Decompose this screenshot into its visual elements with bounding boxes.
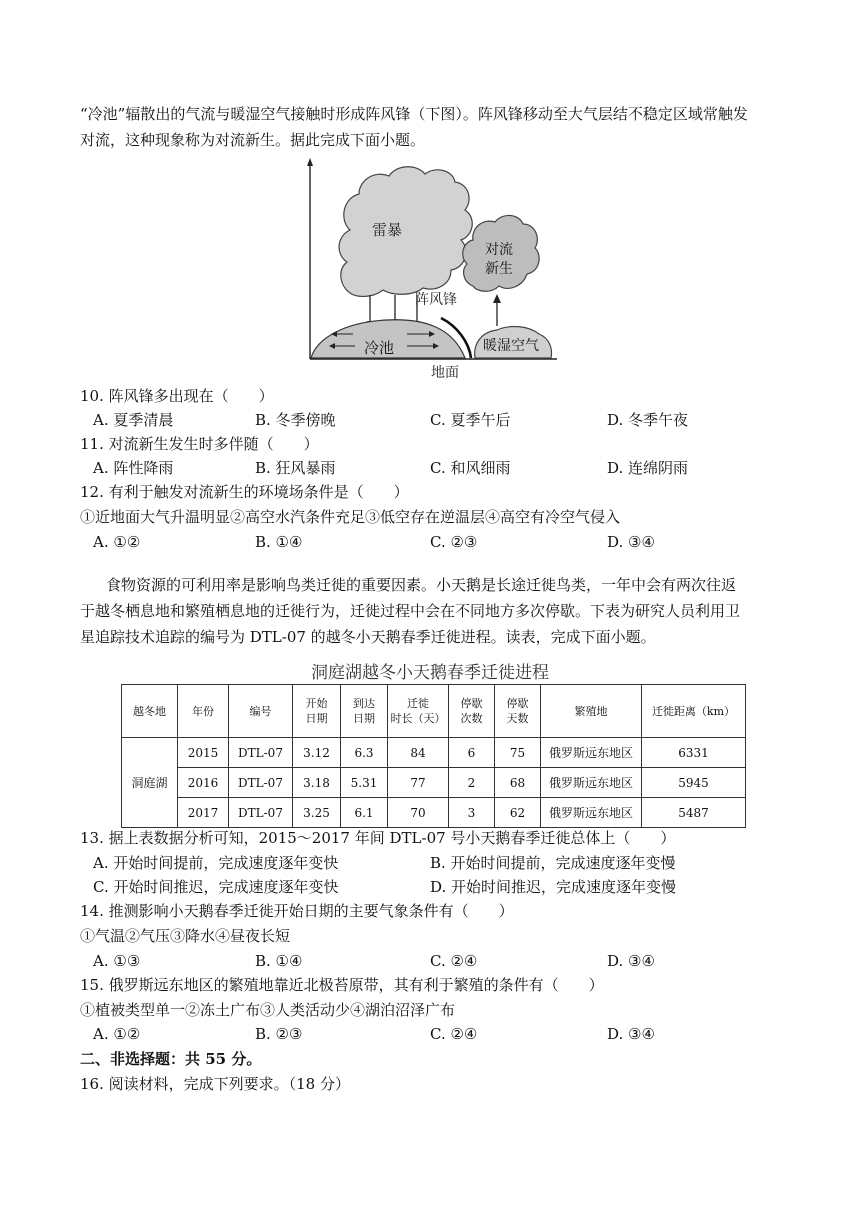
intro-line-1: “冷池”辐散出的气流与暖湿空气接触时形成阵风锋（下图）。阵风锋移动至大气层结不稳定区域常触发 bbox=[80, 105, 748, 123]
table-cell: DTL-07 bbox=[229, 768, 293, 798]
q10-option-d: D. 冬季午夜 bbox=[607, 411, 689, 429]
table-cell: 3.18 bbox=[293, 768, 341, 798]
new-convection-label-1: 对流 bbox=[485, 242, 513, 258]
q12-option-c: C. ②③ bbox=[430, 533, 478, 551]
q15-stem: 15. 俄罗斯远东地区的繁殖地靠近北极苔原带，其有利于繁殖的条件有（ ） bbox=[80, 976, 604, 994]
q15-option-b: B. ②③ bbox=[255, 1025, 303, 1043]
table-row bbox=[122, 738, 746, 768]
table-cell: 3.25 bbox=[293, 798, 341, 828]
q10-option-c: C. 夏季午后 bbox=[430, 411, 511, 429]
table-cell-wintering-site: 洞庭湖 bbox=[122, 738, 178, 828]
table-cell: 6.1 bbox=[341, 798, 388, 828]
table-cell: 6.3 bbox=[341, 738, 388, 768]
table-cell: 2 bbox=[449, 768, 495, 798]
q13-option-a: A. 开始时间提前，完成速度逐年变快 bbox=[93, 854, 339, 872]
gust-front-diagram bbox=[295, 158, 565, 384]
table-cell: 68 bbox=[495, 768, 541, 798]
table-cell: 俄罗斯远东地区 bbox=[541, 738, 642, 768]
q12-option-a: A. ①② bbox=[93, 533, 141, 551]
table-cell: 70 bbox=[388, 798, 449, 828]
q10-option-b: B. 冬季傍晚 bbox=[255, 411, 336, 429]
table-header: 编号 bbox=[229, 685, 293, 738]
table-cell: 俄罗斯远东地区 bbox=[541, 768, 642, 798]
q11-option-b: B. 狂风暴雨 bbox=[255, 459, 336, 477]
table-cell: 62 bbox=[495, 798, 541, 828]
passage2-line-2: 于越冬栖息地和繁殖栖息地的迁徙行为，迁徙过程中会在不同地方多次停歇。下表为研究人员利用卫 bbox=[80, 602, 741, 620]
table-cell: 5487 bbox=[642, 798, 746, 828]
table-cell: 2016 bbox=[178, 768, 229, 798]
q14-stem: 14. 推测影响小天鹅春季迁徙开始日期的主要气象条件有（ ） bbox=[80, 902, 514, 920]
table-header: 繁殖地 bbox=[541, 685, 642, 738]
table-cell: 6331 bbox=[642, 738, 746, 768]
table-header: 年份 bbox=[178, 685, 229, 738]
q15-option-c: C. ②④ bbox=[430, 1025, 478, 1043]
q14-items: ①气温②气压③降水④昼夜长短 bbox=[80, 927, 291, 945]
q14-option-a: A. ①③ bbox=[93, 952, 141, 970]
q13-option-d: D. 开始时间推迟，完成速度逐年变慢 bbox=[430, 878, 677, 896]
cold-pool-label: 冷池 bbox=[363, 339, 395, 357]
table-cell: 5945 bbox=[642, 768, 746, 798]
table-cell: 2015 bbox=[178, 738, 229, 768]
q11-option-d: D. 连绵阴雨 bbox=[607, 459, 689, 477]
q11-option-c: C. 和风细雨 bbox=[430, 459, 511, 477]
table-header-row bbox=[122, 685, 746, 738]
thunderstorm-label: 雷暴 bbox=[371, 221, 403, 239]
q12-option-b: B. ①④ bbox=[255, 533, 303, 551]
table-row bbox=[122, 768, 746, 798]
table-header: 到达 日期 bbox=[341, 685, 388, 738]
q15-option-a: A. ①② bbox=[93, 1025, 141, 1043]
q12-items: ①近地面大气升温明显②高空水汽条件充足③低空存在逆温层④高空有冷空气侵入 bbox=[80, 508, 621, 526]
q14-option-d: D. ③④ bbox=[607, 952, 655, 970]
gust-front-label: 阵风锋 bbox=[415, 292, 457, 308]
q15-items: ①植被类型单一②冻土广布③人类活动少④湖泊沼泽广布 bbox=[80, 1001, 456, 1019]
table-cell: 84 bbox=[388, 738, 449, 768]
table-row bbox=[122, 798, 746, 828]
passage2-line-3: 星追踪技术追踪的编号为 DTL-07 的越冬小天鹅春季迁徙进程。读表，完成下面小题。 bbox=[80, 628, 656, 646]
q10-stem: 10. 阵风锋多出现在（ ） bbox=[80, 387, 274, 405]
table-header: 停歇 次数 bbox=[449, 685, 495, 738]
table-cell: 3 bbox=[449, 798, 495, 828]
table-cell: 75 bbox=[495, 738, 541, 768]
migration-table bbox=[121, 684, 746, 828]
passage2-line-1: 食物资源的可利用率是影响鸟类迁徙的重要因素。小天鹅是长途迁徙鸟类，一年中会有两次往返 bbox=[106, 576, 737, 594]
q10-option-a: A. 夏季清晨 bbox=[93, 411, 174, 429]
table-cell: 5.31 bbox=[341, 768, 388, 798]
thunderstorm-cloud bbox=[339, 167, 472, 297]
table-header: 迁徙距离（km） bbox=[642, 685, 746, 738]
q16-stem: 16. 阅读材料，完成下列要求。（18 分） bbox=[80, 1075, 350, 1093]
table-cell: 2017 bbox=[178, 798, 229, 828]
table-cell: 俄罗斯远东地区 bbox=[541, 798, 642, 828]
q12-stem: 12. 有利于触发对流新生的环境场条件是（ ） bbox=[80, 483, 409, 501]
warm-air-label: 暖湿空气 bbox=[483, 338, 539, 354]
table-header: 停歇 天数 bbox=[495, 685, 541, 738]
table-cell: 3.12 bbox=[293, 738, 341, 768]
q13-stem: 13. 据上表数据分析可知，2015～2017 年间 DTL-07 号小天鹅春季迁徙总体上（ ） bbox=[80, 829, 676, 847]
new-convection-label-2: 新生 bbox=[485, 261, 513, 277]
table-header: 迁徙 时长（天） bbox=[388, 685, 449, 738]
q15-option-d: D. ③④ bbox=[607, 1025, 655, 1043]
q13-option-b: B. 开始时间提前，完成速度逐年变慢 bbox=[430, 854, 676, 872]
intro-line-2: 对流，这种现象称为对流新生。据此完成下面小题。 bbox=[80, 131, 426, 149]
q14-option-b: B. ①④ bbox=[255, 952, 303, 970]
table-cell: 77 bbox=[388, 768, 449, 798]
ground-label: 地面 bbox=[431, 365, 459, 381]
q11-option-a: A. 阵性降雨 bbox=[93, 459, 174, 477]
table-header: 越冬地 bbox=[122, 685, 178, 738]
q11-stem: 11. 对流新生发生时多伴随（ ） bbox=[80, 435, 319, 453]
q14-option-c: C. ②④ bbox=[430, 952, 478, 970]
table-cell: 6 bbox=[449, 738, 495, 768]
table-header: 开始 日期 bbox=[293, 685, 341, 738]
table-cell: DTL-07 bbox=[229, 798, 293, 828]
q13-option-c: C. 开始时间推迟，完成速度逐年变快 bbox=[93, 878, 339, 896]
table-title: 洞庭湖越冬小天鹅春季迁徙进程 bbox=[311, 663, 549, 683]
table-cell: DTL-07 bbox=[229, 738, 293, 768]
section-2-heading: 二、非选择题：共 55 分。 bbox=[80, 1050, 262, 1068]
q12-option-d: D. ③④ bbox=[607, 533, 655, 551]
